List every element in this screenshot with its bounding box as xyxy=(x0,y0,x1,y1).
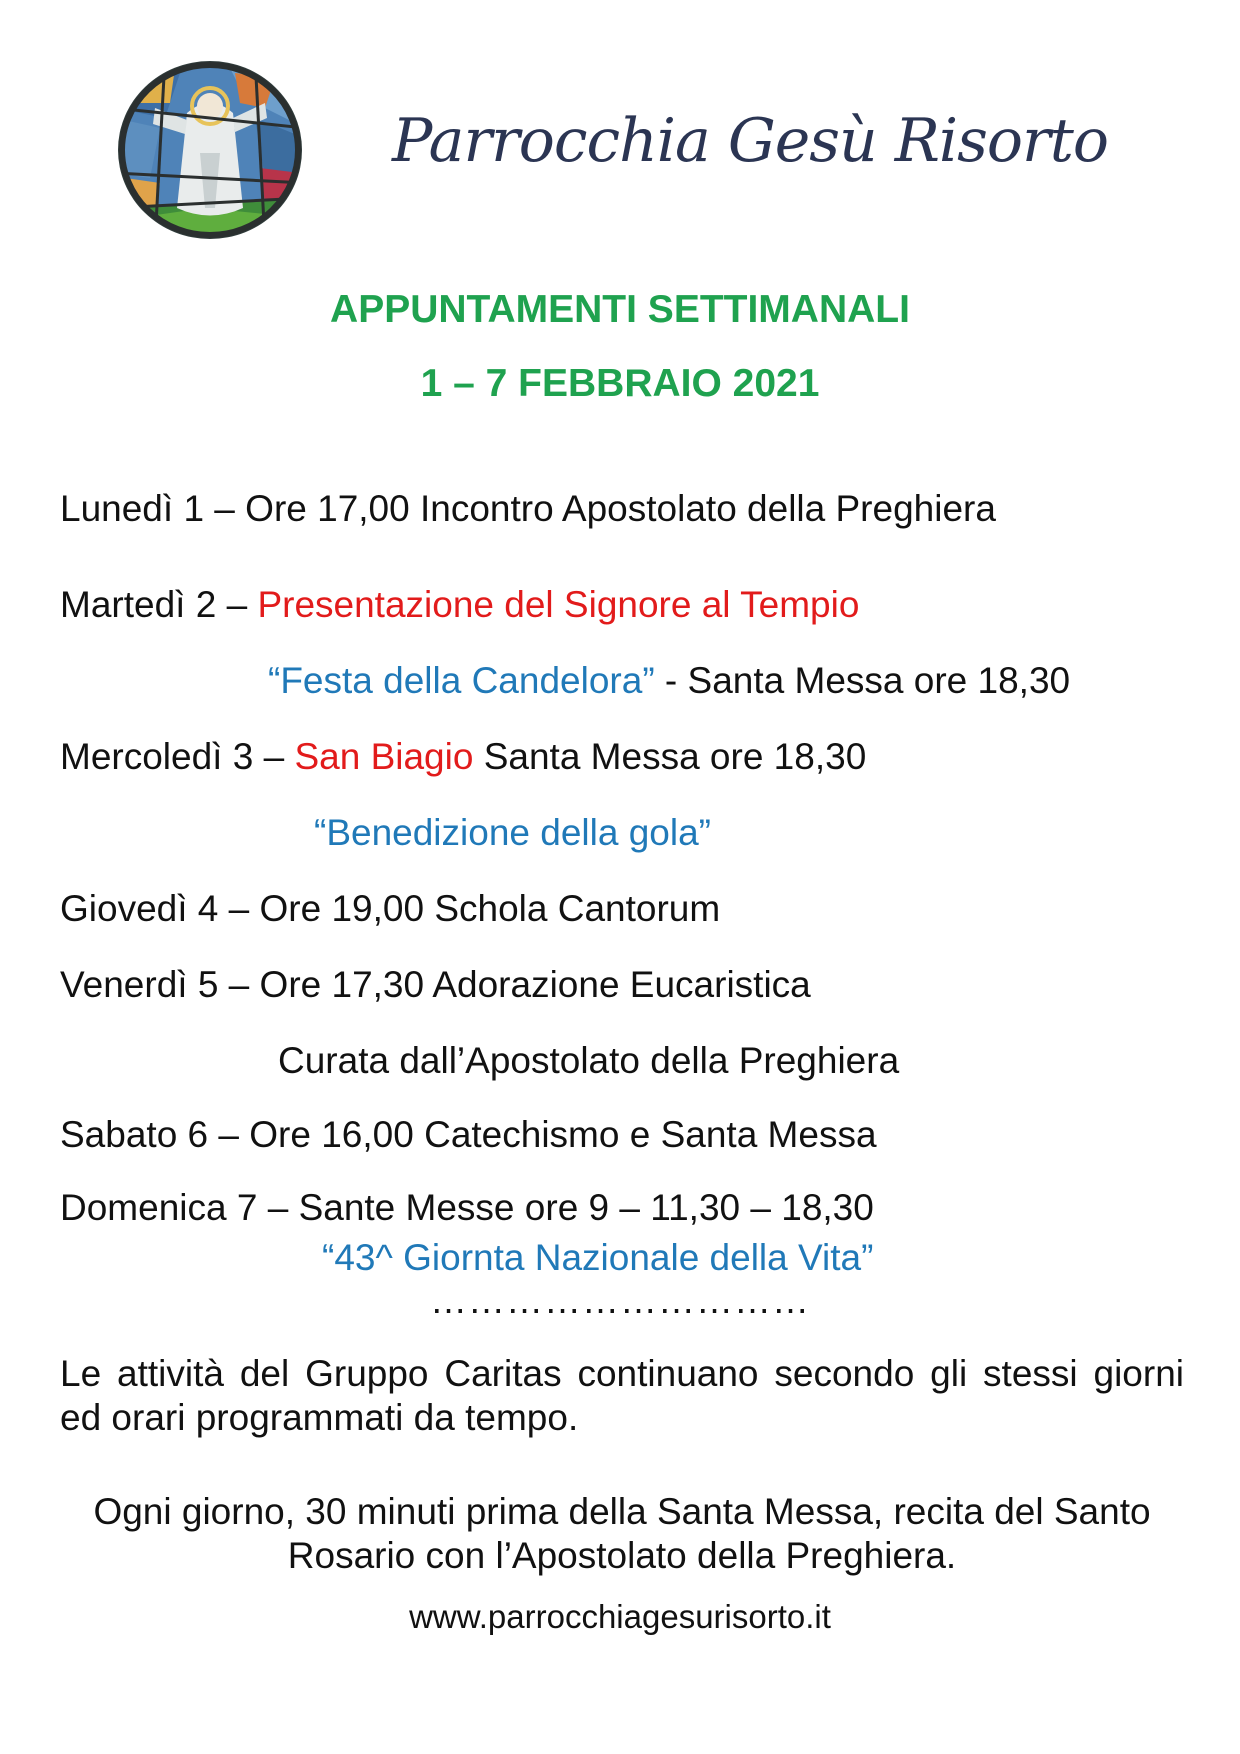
schedule-thursday: Giovedì 4 – Ore 19,00 Schola Cantorum xyxy=(60,888,721,929)
rosary-note: Ogni giorno, 30 minuti prima della Santa Messa, recita del Santo Rosario con l’Apostolato della Preghiera. xyxy=(93,1491,1151,1577)
schedule-tuesday xyxy=(60,584,859,627)
wednesday-event: San Biagio xyxy=(294,736,474,777)
date-range-heading: 1 – 7 FEBBRAIO 2021 xyxy=(420,362,820,405)
schedule-sunday-detail: “43^ Giornta Nazionale della Vita” xyxy=(322,1237,874,1278)
schedule-sunday: Domenica 7 – Sante Messe ore 9 – 11,30 – 18,30 xyxy=(60,1187,874,1228)
dotted-separator: ………………………… xyxy=(430,1280,810,1321)
tuesday-mass-time: - Santa Messa ore 18,30 xyxy=(654,660,1071,701)
schedule-tuesday-detail xyxy=(268,660,1070,703)
schedule-wednesday-detail: “Benedizione della gola” xyxy=(314,812,711,853)
wednesday-label: Mercoledì 3 – xyxy=(60,736,295,777)
tuesday-event: Presentazione del Signore al Tempio xyxy=(257,584,860,625)
caritas-note: Le attività del Gruppo Caritas continuano secondo gli stessi giorni ed orari programmati da tempo. xyxy=(60,1353,1184,1439)
stained-glass-logo-icon xyxy=(115,58,305,242)
tuesday-label: Martedì 2 – xyxy=(60,584,258,625)
parish-name-title: Parrocchia Gesù Risorto xyxy=(392,106,1108,176)
weekly-appointments-heading: APPUNTAMENTI SETTIMANALI xyxy=(330,288,910,331)
wednesday-mass-time: Santa Messa ore 18,30 xyxy=(473,736,867,777)
schedule-saturday: Sabato 6 – Ore 16,00 Catechismo e Santa Messa xyxy=(60,1114,877,1155)
schedule-monday: Lunedì 1 – Ore 17,00 Incontro Apostolato della Preghiera xyxy=(60,488,996,529)
candelora-quote: “Festa della Candelora” xyxy=(268,660,655,701)
schedule-friday-detail: Curata dall’Apostolato della Preghiera xyxy=(278,1040,900,1081)
website-link[interactable]: www.parrocchiagesurisorto.it xyxy=(409,1598,831,1635)
schedule-wednesday xyxy=(60,736,866,779)
schedule-friday: Venerdì 5 – Ore 17,30 Adorazione Eucaristica xyxy=(60,964,811,1005)
parish-logo xyxy=(115,58,305,242)
